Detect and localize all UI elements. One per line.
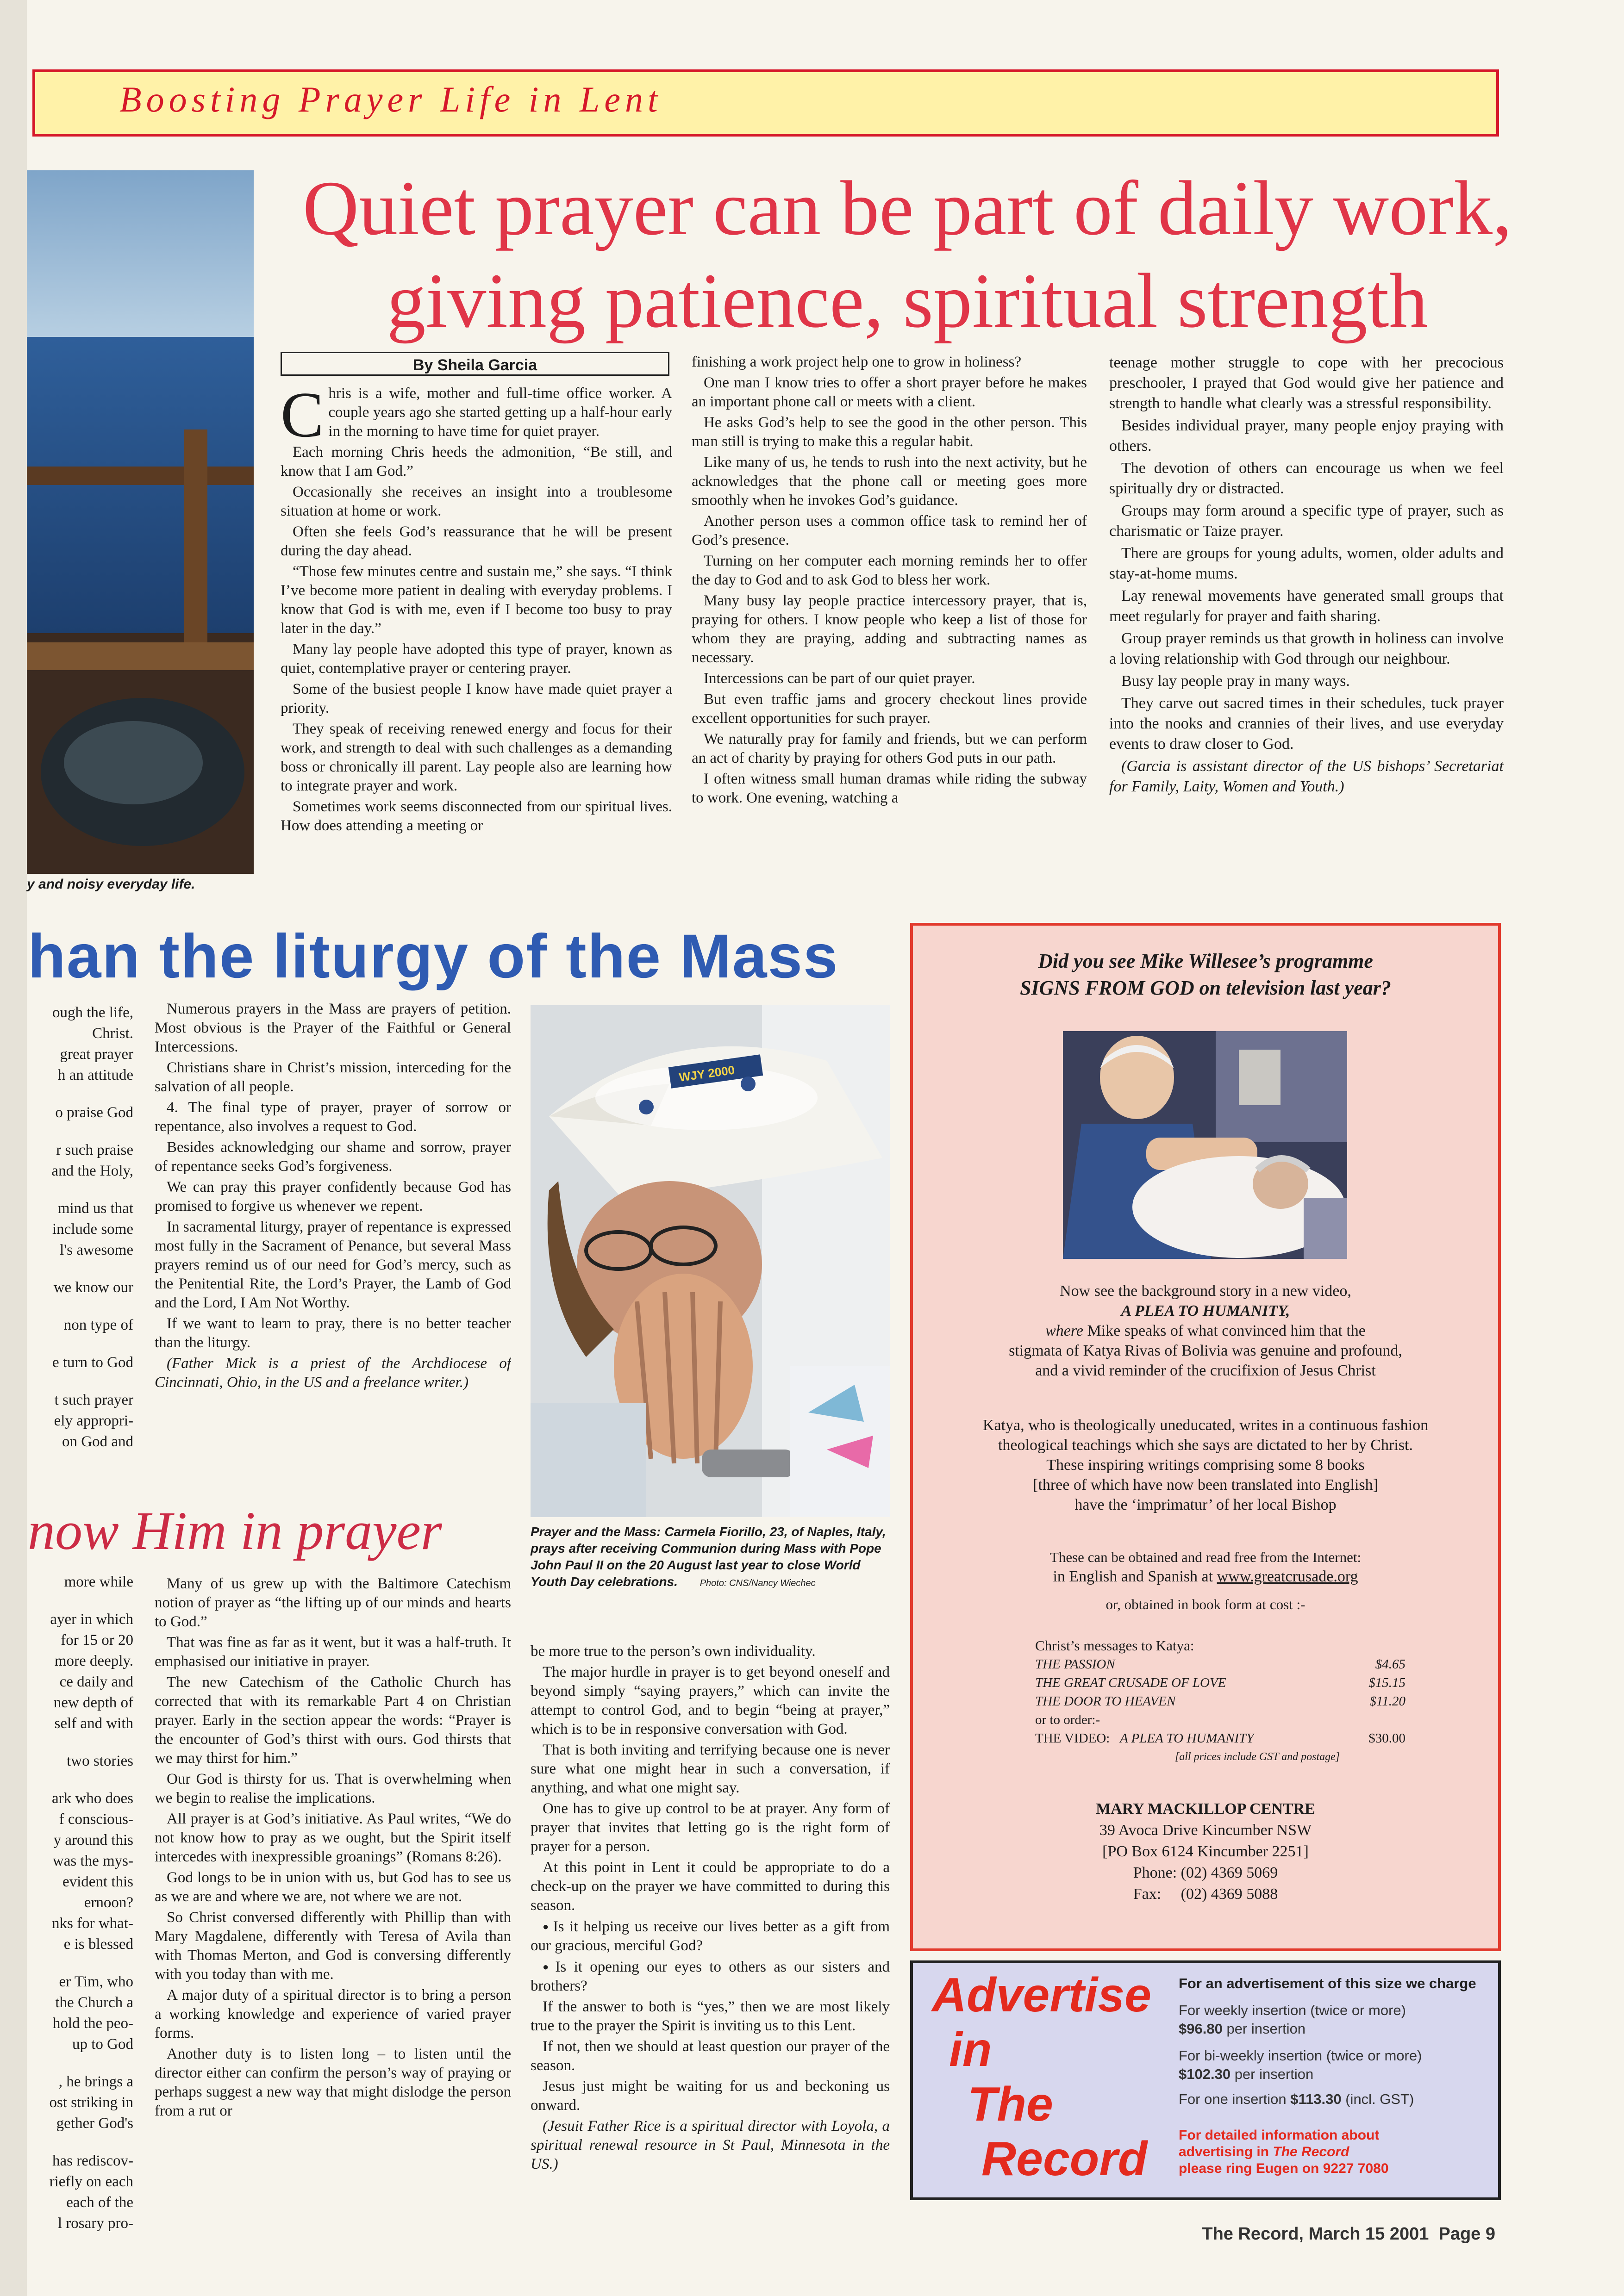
paragraph: They carve out sacred times in their schedules, tuck prayer into the nooks and crannies of their lives, and use everyday events to draw closer to God. — [1109, 695, 1504, 753]
prayer-photo — [531, 1005, 890, 1517]
paragraph: If the answer to both is “yes,” then we are most likely true to the prayer the Spirit is inviting us to this Lent. — [531, 1998, 890, 2034]
book-row: THE PASSION $4.65 — [1035, 1657, 1405, 1672]
paragraph: We naturally pray for family and friends, but we can perform an act of charity by praying for others God puts in our path. — [692, 731, 1087, 766]
paragraph: Besides individual prayer, many people enjoy praying with others. — [1109, 417, 1504, 454]
paragraph: Our God is thirsty for us. That is overwhelming when we begin to realise the implications. — [155, 1771, 511, 1806]
paragraph: God longs to be in union with us, but God has to see us as we are and where we are, not where we are not. — [155, 1869, 511, 1905]
paragraph: They speak of receiving renewed energy and focus for their work, and strength to deal with such challenges as a demanding boss or chronically ill parent. Lay people also are learning how to integrate prayer and work. — [281, 721, 672, 794]
paragraph: Jesus just might be waiting for us and beckoning us onward. — [531, 2078, 890, 2114]
article-column-2 — [692, 353, 1087, 908]
paragraph: There are groups for young adults, women, older adults and stay-at-home mums. — [1109, 545, 1504, 582]
paragraph: finishing a work project help one to grow in holiness? — [692, 354, 1022, 370]
paragraph: be more true to the person’s own individuality. — [531, 1643, 816, 1660]
author-credit: (Garcia is assistant director of the US bishops’ Secretariat for Family, Laity, Women and Youth.) — [1109, 758, 1504, 795]
book-row: THE DOOR TO HEAVEN $11.20 — [1035, 1694, 1405, 1709]
paragraph: Numerous prayers in the Mass are prayers of petition. Most obvious is the Prayer of the Faithful or General Intercessions. — [155, 1001, 511, 1055]
advertise-contact: For detailed information about advertising in The Record please ring Eugen on 9227 7080 — [1179, 2128, 1389, 2176]
know-him-column-right — [531, 1642, 890, 2281]
paragraph: If we want to learn to pray, there is no better teacher than the liturgy. — [155, 1315, 511, 1351]
ad-title: Did you see Mike Willesee’s programme SIGNS FROM GOD on television last year? — [1020, 950, 1391, 999]
paragraph: Occasionally she receives an insight into a troublesome situation at home or work. — [281, 484, 672, 519]
website-link[interactable]: www.greatcrusade.org — [1217, 1568, 1358, 1585]
paragraph: If not, then we should at least question our prayer of the season. — [531, 2038, 890, 2074]
know-him-fragment-column: more while ayer in which for 15 or 20 more deeply. ce daily and new depth of self and with two stories ark who does f conscious- y around this was the mys- evident this ernoon? nks for what- e is blessed er Tim, who the Church a hold the peo- up to God , he brings a ost striking in gether God's has rediscov- riefly on each each of the l rosary pro- — [49, 1574, 133, 2232]
ad-price-list: Christ’s messages to Katya: THE PASSION $4.65 THE GREAT CRUSADE OF LOVE $15.15 THE DOOR TO HEAVEN $11.20 or to order:- THE VIDEO: A PLEA TO HUMANITY $30.00 [all prices include GST and postage] — [1035, 1637, 1405, 1763]
photo-credit: Photo: CNS/Nancy Wiechec — [700, 1578, 816, 1588]
paragraph: Busy lay people pray in many ways. — [1121, 672, 1350, 690]
paragraph: Another duty is to listen long – to listen until the director either can confirm the person’s way of praying or perhaps suggest a new way that might dislodge the person from a rut or — [155, 2046, 511, 2119]
paragraph: In sacramental liturgy, prayer of repentance is expressed most fully in the Sacrament of Penance, but several Mass prayers remind us of our need for God’s mercy, such as the Penitential Rite, the Lord’s Prayer, the Lamb of God and the Lord, I Am Not Worthy. — [155, 1219, 511, 1311]
bullet-question: ● Is it helping us receive our lives better as a gift from our gracious, merciful God? — [531, 1917, 890, 1955]
lead-paragraph: Chris is a wife, mother and full-time office worker. A couple years ago she started getting up a half-hour early in the morning to have time for quiet prayer. — [281, 384, 672, 451]
liturgy-fragment-column: ough the life, Christ. great prayer h an attitude o praise God r such praise and the Holy, mind us that include some l's awesome we know our non type of e turn to God t such prayer ely appropri- on God and — [51, 1004, 133, 1450]
paragraph: One has to give up control to be at prayer. Any form of prayer that invites that letting go is the right form of prayer for a person. — [531, 1800, 890, 1855]
drop-cap: C — [281, 384, 324, 451]
liturgy-headline: han the liturgy of the Mass — [28, 922, 839, 991]
liturgy-column — [155, 1000, 511, 1490]
paragraph: We can pray this prayer confidently because God has promised to forgive us whenever we repent. — [155, 1179, 511, 1214]
paragraph: That was fine as far as it went, but it was a half-truth. It emphasised our initiative in prayer. — [155, 1634, 511, 1670]
paragraph: A major duty of a spiritual director is to bring a person a working knowledge and experience of varied prayer forms. — [155, 1987, 511, 2041]
paragraph: One man I know tries to offer a short prayer before he makes an important phone call or meets with a client. — [692, 374, 1087, 410]
paragraph: Sometimes work seems disconnected from our spiritual lives. How does attending a meeting or — [281, 798, 672, 834]
page-footer: The Record, March 15 2001 Page 9 — [1202, 2224, 1495, 2244]
paragraph: I often witness small human dramas while riding the subway to work. One evening, watching a — [692, 771, 1087, 806]
ad-availability: These can be obtained and read free from the Internet: in English and Spanish at www.greatcrusade.org or, obtained in book form at cost :- — [1049, 1549, 1362, 1612]
paragraph: Intercessions can be part of our quiet prayer. — [704, 670, 975, 687]
book-row: THE GREAT CRUSADE OF LOVE $15.15 — [1035, 1675, 1405, 1690]
sea-photo — [27, 170, 254, 874]
paragraph: Many busy lay people practice intercessory prayer, that is, praying for others. I know people who keep a list of those for whom they are praying, adding and subtracting names as necessary. — [692, 592, 1087, 666]
headline-line-1: Quiet prayer can be part of daily work, — [302, 165, 1512, 251]
paragraph: Lay renewal movements have generated small groups that meet regularly for prayer and faith sharing. — [1109, 587, 1504, 625]
cap-logo: WJY 2000 — [678, 1063, 736, 1084]
stigmata-photo — [1063, 1031, 1347, 1259]
advertise-big-text: Advertise in The Record — [932, 1968, 1151, 2186]
article-column-1 — [281, 384, 672, 907]
paragraph: Many of us grew up with the Baltimore Catechism notion of prayer as “the lifting up of our minds and hearts to God.” — [155, 1575, 511, 1630]
paragraph: “Those few minutes centre and sustain me,” she says. “I think I’ve become more patient in dealing with everyday problems. I know that God is with me, even if I become too busy to pray later in the day.” — [281, 563, 672, 637]
author-credit: (Father Mick is a priest of the Archdiocese of Cincinnati, Ohio, in the US and a freelance writer.) — [155, 1355, 511, 1391]
byline: By Sheila Garcia — [281, 352, 669, 376]
paragraph: Like many of us, he tends to rush into the next activity, but he acknowledges that the phone call or meeting goes more smoothly when he invokes God’s guidance. — [692, 454, 1087, 509]
paragraph: Christians share in Christ’s mission, interceding for the salvation of all people. — [155, 1059, 511, 1095]
know-him-headline: now Him in prayer — [28, 1500, 442, 1561]
paragraph: 4. The final type of prayer, prayer of sorrow or repentance, also involves a request to God. — [155, 1099, 511, 1135]
paragraph: He asks God’s help to see the good in the other person. This man still is trying to make this a regular habit. — [692, 414, 1087, 450]
paragraph: Often she feels God’s reassurance that he will be present during the day ahead. — [281, 523, 672, 559]
know-him-column — [155, 1574, 511, 2283]
paragraph: Groups may form around a specific type of prayer, such as charismatic or Taize prayer. — [1109, 502, 1504, 540]
paragraph: The major hurdle in prayer is to get beyond oneself and beyond simply “saying prayers,” which can invite the attempt to control God, and to begin “being at prayer,” which is to be in responsive conversation with God. — [531, 1664, 890, 1737]
photo-caption: y and noisy everyday life. — [27, 877, 195, 892]
paragraph: All prayer is at God’s initiative. As Paul writes, “We do not know how to pray as we ought, but the Spirit itself intercedes with inexpressible groanings” (Romans 8:26). — [155, 1811, 511, 1865]
paragraph: Group prayer reminds us that growth in holiness can involve a loving relationship with God through our neighbour. — [1109, 630, 1504, 667]
paragraph: The new Catechism of the Catholic Church has corrected that with its remarkable Part 4 on Christian prayer. Early in the section appear the words: “Prayer is the encounter of God’s thirst with ours. God thirsts that we may thirst for him.” — [155, 1674, 511, 1767]
paragraph: Another person uses a common office task to remind her of God’s presence. — [692, 513, 1087, 548]
paragraph: That is both inviting and terrifying because one is never sure what one might hear in such a conversation, if anything, and what one might say. — [531, 1742, 890, 1796]
paragraph: Besides acknowledging our shame and sorrow, prayer of repentance seeks God’s forgiveness. — [155, 1139, 511, 1175]
bullet-question: ● Is it opening our eyes to others as our sisters and brothers? — [531, 1957, 890, 1996]
headline-line-2: giving patience, spiritual strength — [387, 258, 1428, 344]
paragraph: teenage mother struggle to cope with her precocious preschooler, I prayed that God would give her patience and strength to handle what clearly was a stressful responsibility. — [1109, 354, 1504, 412]
paragraph: The devotion of others can encourage us when we feel spiritually dry or distracted. — [1109, 460, 1504, 497]
ad-katya-description: Katya, who is theologically uneducated, writes in a continuous fashion theological teachings which she says are dictated to her by Christ. These inspiring writings comprising some 8 books [three of which have now been translated into English] have the ‘imprimatur’ of her local Bishop — [982, 1417, 1429, 1513]
section-title: Boosting Prayer Life in Lent — [119, 79, 662, 119]
paragraph: So Christ conversed differently with Phillip than with Mary Magdalene, differently with Teresa of Avila than with Thomas Merton, and God is conversing differently with you today than with me. — [155, 1909, 511, 1983]
video-row: THE VIDEO: A PLEA TO HUMANITY $30.00 — [1035, 1731, 1405, 1746]
paragraph: Some of the busiest people I know have made quiet prayer a priority. — [281, 681, 672, 716]
prayer-photo-caption: Prayer and the Mass: Carmela Fiorillo, 23, of Naples, Italy, prays after receiving Communion during Mass with Pope John Paul II on the 20 August last year to close World Youth Day celebrations. Photo: CNS/Nancy Wiechec — [531, 1524, 886, 1589]
paragraph: Each morning Chris heeds the admonition, “Be still, and know that I am God.” — [281, 444, 672, 479]
paragraph: Turning on her computer each morning reminds her to offer the day to God and to ask God to bless her work. — [692, 553, 1087, 588]
advertise-rates: For an advertisement of this size we charge For weekly insertion (twice or more) $96.80 per insertion For bi-weekly insertion (twice or more) $102.30 per insertion For one insertion $113.30 (incl. GST) For detailed information about advertising in The Record please ring Eugen on 9227 7080 — [1179, 1974, 1484, 2177]
paragraph: Many lay people have adopted this type of prayer, known as quiet, contemplative prayer or centering prayer. — [281, 641, 672, 677]
page-edge — [0, 0, 27, 2296]
main-headline — [259, 162, 1555, 347]
paragraph: At this point in Lent it could be appropriate to do a check-up on the prayer we have committed to during this season. — [531, 1859, 890, 1914]
author-credit: (Jesuit Father Rice is a spiritual director with Loyola, a spiritual renewal resource in St Paul, Minnesota in the US.) — [531, 2118, 890, 2172]
article-column-3 — [1109, 353, 1504, 908]
paragraph: But even traffic jams and grocery checkout lines provide excellent opportunities for such prayer. — [692, 691, 1087, 727]
ad-intro: Now see the background story in a new video, A PLEA TO HUMANITY, where Mike speaks of what convinced him that the stigmata of Katya Rivas of Bolivia was genuine and profound, and a vivid reminder of the crucifixion of Jesus Christ — [1009, 1282, 1402, 1379]
ad-contact: MARY MACKILLOP CENTRE 39 Avoca Drive Kincumber NSW [PO Box 6124 Kincumber 2251] Phone: (02) 4369 5069 Fax: (02) 4369 5088 — [1096, 1800, 1315, 1903]
